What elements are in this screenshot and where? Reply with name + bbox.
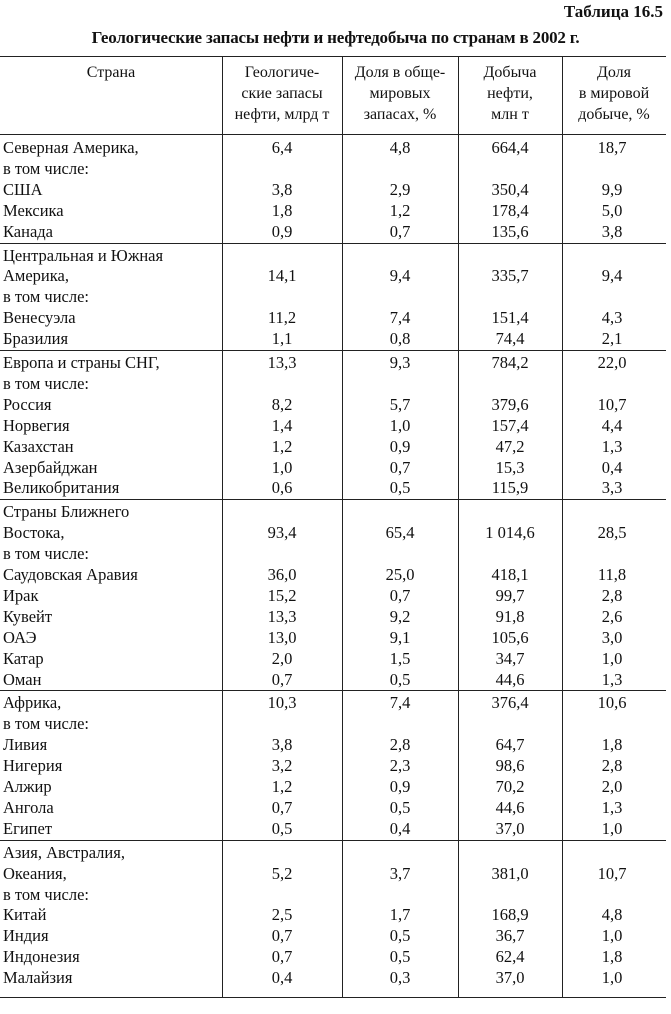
reserves-value: 13,0 — [267, 627, 297, 647]
reserves-share-value: 25,0 — [385, 565, 415, 584]
country-name: Индия — [3, 926, 49, 946]
production-value: 47,2 — [495, 436, 525, 456]
table-row — [0, 776, 666, 797]
reserves-value: 36,0 — [267, 565, 297, 584]
reserves-value: 8,2 — [271, 394, 293, 414]
production-share-value: 2,8 — [601, 756, 623, 776]
country-name: в том числе: — [3, 714, 90, 734]
header-line: мировых — [369, 85, 431, 102]
header-line: ские запасы — [241, 85, 323, 102]
reserves-share-value: 1,2 — [389, 200, 411, 220]
production-value: 135,6 — [491, 221, 529, 241]
table-row — [0, 713, 666, 734]
table-row — [0, 564, 666, 585]
group-separator — [0, 690, 666, 691]
reserves-share-value: 0,7 — [389, 585, 411, 605]
table-row — [0, 286, 666, 307]
table-row — [0, 863, 666, 884]
reserves-value: 15,2 — [267, 585, 297, 605]
reserves-value: 0,7 — [271, 797, 293, 817]
country-name: Северная Америка, — [3, 138, 139, 157]
production-share-value: 4,3 — [601, 308, 623, 328]
header-reserves — [222, 62, 342, 125]
production-value: 34,7 — [495, 648, 525, 668]
column-divider — [342, 56, 343, 997]
table-row — [0, 925, 666, 946]
production-share-value: 1,0 — [601, 818, 623, 838]
country-name: Ангола — [3, 797, 54, 817]
reserves-value: 3,2 — [271, 756, 293, 776]
reserves-share-value: 9,1 — [389, 627, 411, 647]
reserves-value: 3,8 — [271, 179, 293, 199]
production-share-value: 1,0 — [601, 926, 623, 946]
country-name: Россия — [3, 394, 52, 414]
table-number-label: Таблица 16.5 — [563, 2, 663, 21]
production-share-value: 1,8 — [601, 735, 623, 755]
production-value: 151,4 — [491, 308, 529, 328]
country-name: Оман — [3, 669, 42, 689]
reserves-share-value: 1,0 — [389, 415, 411, 435]
reserves-share-value: 0,7 — [389, 457, 411, 477]
country-name: Великобритания — [3, 478, 120, 498]
production-value: 98,6 — [495, 756, 525, 776]
production-value: 1 014,6 — [485, 523, 535, 543]
header-line: Геологиче- — [244, 64, 320, 81]
header-line: Доля в обще- — [354, 64, 446, 81]
production-value: 37,0 — [495, 818, 525, 838]
table-row — [0, 884, 666, 905]
production-share-value: 2,6 — [601, 606, 623, 626]
reserves-share-value: 2,9 — [389, 179, 411, 199]
production-value: 784,2 — [491, 353, 529, 372]
country-name: Катар — [3, 648, 44, 668]
production-share-value: 5,0 — [601, 200, 623, 220]
table-row — [0, 457, 666, 478]
country-name: Ирак — [3, 585, 39, 605]
group-separator — [0, 243, 666, 244]
reserves-share-value: 7,4 — [389, 308, 411, 328]
header-line: Страна — [86, 64, 136, 81]
reserves-share-value: 9,3 — [389, 353, 411, 372]
group-separator — [0, 840, 666, 841]
production-value: 74,4 — [495, 329, 525, 349]
table-row — [0, 797, 666, 818]
table-row — [0, 755, 666, 776]
reserves-value: 93,4 — [267, 523, 297, 543]
reserves-share-value: 0,3 — [389, 968, 411, 988]
country-name: Ливия — [3, 735, 48, 755]
reserves-value: 0,4 — [271, 968, 293, 988]
country-name: Норвегия — [3, 415, 70, 435]
country-name: Мексика — [3, 200, 64, 220]
country-name: Кувейт — [3, 606, 53, 626]
header-line: добыче, % — [578, 106, 650, 123]
group-separator — [0, 499, 666, 500]
production-value: 70,2 — [495, 777, 525, 796]
reserves-value: 1,2 — [271, 436, 293, 456]
table-row — [0, 522, 666, 543]
reserves-value: 6,4 — [271, 138, 293, 157]
table-row — [0, 606, 666, 627]
header-line: в мировой — [578, 85, 650, 102]
production-value: 350,4 — [491, 179, 529, 199]
country-name: Африка, — [3, 693, 62, 713]
production-value: 99,7 — [495, 585, 525, 605]
production-value: 44,6 — [495, 797, 525, 817]
reserves-value: 2,5 — [271, 905, 293, 925]
reserves-share-value: 3,7 — [389, 863, 411, 883]
country-name: ОАЭ — [3, 627, 37, 647]
reserves-value: 0,7 — [271, 669, 293, 689]
production-value: 64,7 — [495, 735, 525, 755]
production-value: 381,0 — [491, 863, 529, 883]
reserves-share-value: 1,5 — [389, 648, 411, 668]
reserves-value: 0,9 — [271, 221, 293, 241]
table-row — [0, 415, 666, 436]
production-share-value: 1,0 — [601, 968, 623, 988]
table-row — [0, 477, 666, 498]
table-bottom-border — [0, 997, 666, 998]
production-value: 168,9 — [491, 905, 529, 925]
table-row — [0, 627, 666, 648]
country-name: Алжир — [3, 777, 52, 796]
country-name: в том числе: — [3, 884, 90, 904]
production-share-value: 1,8 — [601, 947, 623, 967]
reserves-value: 1,4 — [271, 415, 293, 435]
production-value: 105,6 — [491, 627, 529, 647]
country-name: Океания, — [3, 863, 67, 883]
production-share-value: 22,0 — [597, 353, 627, 372]
country-name: Страны Ближнего — [3, 502, 130, 522]
table-row — [0, 245, 666, 266]
production-value: 664,4 — [491, 138, 529, 157]
reserves-value: 5,2 — [271, 863, 293, 883]
reserves-value: 1,8 — [271, 200, 293, 220]
reserves-value: 1,2 — [271, 777, 293, 796]
table-row — [0, 543, 666, 564]
production-value: 37,0 — [495, 968, 525, 988]
production-share-value: 28,5 — [597, 523, 627, 543]
column-divider — [222, 56, 223, 997]
table-row — [0, 137, 666, 158]
production-share-value: 10,7 — [597, 863, 627, 883]
reserves-value: 10,3 — [267, 693, 297, 713]
header-line: нефти, — [487, 85, 533, 102]
reserves-share-value: 4,8 — [389, 138, 411, 157]
production-share-value: 4,8 — [601, 905, 623, 925]
reserves-share-value: 1,7 — [389, 905, 411, 925]
reserves-value: 0,5 — [271, 818, 293, 838]
country-name: в том числе: — [3, 373, 90, 393]
table-row — [0, 394, 666, 415]
production-share-value: 1,0 — [601, 648, 623, 668]
production-share-value: 2,1 — [601, 329, 623, 349]
country-name: Индонезия — [3, 947, 80, 967]
table-row — [0, 501, 666, 522]
country-name: Бразилия — [3, 329, 69, 349]
country-name: в том числе: — [3, 287, 90, 307]
table-row — [0, 946, 666, 967]
country-name: Нигерия — [3, 756, 63, 776]
table-row — [0, 328, 666, 349]
production-share-value: 1,3 — [601, 436, 623, 456]
table-row — [0, 669, 666, 690]
header-production-share — [562, 62, 666, 125]
production-value: 157,4 — [491, 415, 529, 435]
table-row — [0, 352, 666, 373]
reserves-value: 13,3 — [267, 606, 297, 626]
country-name: Америка, — [3, 266, 69, 286]
reserves-share-value: 7,4 — [389, 693, 411, 713]
table-caption: Геологические запасы нефти и нефтедобыча по странам в 2002 г. — [91, 28, 580, 47]
table-row — [0, 842, 666, 863]
production-share-value: 0,4 — [601, 457, 623, 477]
country-name: Европа и страны СНГ, — [3, 353, 160, 372]
production-value: 91,8 — [495, 606, 525, 626]
table-row — [0, 373, 666, 394]
production-share-value: 3,8 — [601, 221, 623, 241]
header-reserves-share — [342, 62, 458, 125]
reserves-share-value: 0,5 — [389, 926, 411, 946]
reserves-share-value: 0,9 — [389, 777, 411, 796]
production-share-value: 2,0 — [601, 777, 623, 796]
country-name: Центральная и Южная — [3, 245, 164, 265]
country-name: Малайзия — [3, 968, 73, 988]
table-row — [0, 734, 666, 755]
reserves-value: 11,2 — [267, 308, 297, 328]
reserves-share-value: 5,7 — [389, 394, 411, 414]
production-value: 178,4 — [491, 200, 529, 220]
table-row — [0, 200, 666, 221]
reserves-share-value: 9,4 — [389, 266, 411, 286]
group-separator — [0, 350, 666, 351]
production-value: 335,7 — [491, 266, 529, 286]
reserves-value: 14,1 — [267, 266, 297, 286]
production-share-value: 11,8 — [597, 565, 627, 584]
reserves-share-value: 2,3 — [389, 756, 411, 776]
header-line: Доля — [596, 64, 632, 81]
production-share-value: 3,0 — [601, 627, 623, 647]
production-share-value: 1,3 — [601, 797, 623, 817]
production-value: 62,4 — [495, 947, 525, 967]
reserves-share-value: 2,8 — [389, 735, 411, 755]
production-share-value: 2,8 — [601, 585, 623, 605]
production-value: 379,6 — [491, 394, 529, 414]
production-share-value: 3,3 — [601, 478, 623, 498]
production-share-value: 10,7 — [597, 394, 627, 414]
production-value: 44,6 — [495, 669, 525, 689]
reserves-value: 1,1 — [271, 329, 293, 349]
production-value: 418,1 — [491, 565, 529, 584]
reserves-share-value: 0,5 — [389, 478, 411, 498]
column-divider — [458, 56, 459, 997]
reserves-share-value: 0,5 — [389, 797, 411, 817]
production-value: 376,4 — [491, 693, 529, 713]
reserves-share-value: 9,2 — [389, 606, 411, 626]
table-top-border — [0, 56, 666, 57]
country-name: Канада — [3, 221, 53, 241]
reserves-value: 1,0 — [271, 457, 293, 477]
country-name: Саудовская Аравия — [3, 565, 138, 584]
country-name: в том числе: — [3, 544, 90, 564]
country-name: Азия, Австралия, — [3, 842, 125, 862]
table-row — [0, 221, 666, 242]
table-row — [0, 158, 666, 179]
header-line: Добыча — [483, 64, 537, 81]
reserves-share-value: 0,5 — [389, 669, 411, 689]
table-row — [0, 307, 666, 328]
country-name: Египет — [3, 818, 53, 838]
country-name: Китай — [3, 905, 47, 925]
production-value: 115,9 — [491, 478, 529, 498]
production-value: 15,3 — [495, 457, 525, 477]
reserves-share-value: 0,4 — [389, 818, 411, 838]
reserves-value: 13,3 — [267, 353, 297, 372]
production-share-value: 18,7 — [597, 138, 627, 157]
column-divider — [562, 56, 563, 997]
reserves-value: 3,8 — [271, 735, 293, 755]
production-value: 36,7 — [495, 926, 525, 946]
reserves-share-value: 0,9 — [389, 436, 411, 456]
production-share-value: 9,9 — [601, 179, 623, 199]
production-share-value: 1,3 — [601, 669, 623, 689]
table-row — [0, 436, 666, 457]
table-row — [0, 904, 666, 925]
production-share-value: 10,6 — [597, 693, 627, 713]
reserves-share-value: 0,8 — [389, 329, 411, 349]
reserves-share-value: 0,7 — [389, 221, 411, 241]
table-row — [0, 967, 666, 988]
country-name: США — [3, 179, 43, 199]
header-line: нефти, млрд т — [234, 106, 330, 123]
country-name: Востока, — [3, 523, 65, 543]
header-line: запасах, % — [363, 106, 437, 123]
production-share-value: 4,4 — [601, 415, 623, 435]
country-name: в том числе: — [3, 158, 90, 178]
table-row — [0, 692, 666, 713]
country-name: Венесуэла — [3, 308, 76, 328]
table-row — [0, 179, 666, 200]
header-line: млн т — [491, 106, 529, 123]
reserves-value: 0,7 — [271, 947, 293, 967]
reserves-share-value: 65,4 — [385, 523, 415, 543]
reserves-value: 2,0 — [271, 648, 293, 668]
table-row — [0, 265, 666, 286]
country-name: Азербайджан — [3, 457, 98, 477]
country-name: Казахстан — [3, 436, 74, 456]
header-production — [458, 62, 562, 125]
reserves-value: 0,7 — [271, 926, 293, 946]
table-row — [0, 648, 666, 669]
table-row — [0, 585, 666, 606]
production-share-value: 9,4 — [601, 266, 623, 286]
header-separator — [0, 134, 666, 135]
reserves-value: 0,6 — [271, 478, 293, 498]
header-country — [0, 62, 222, 83]
reserves-share-value: 0,5 — [389, 947, 411, 967]
table-row — [0, 818, 666, 839]
